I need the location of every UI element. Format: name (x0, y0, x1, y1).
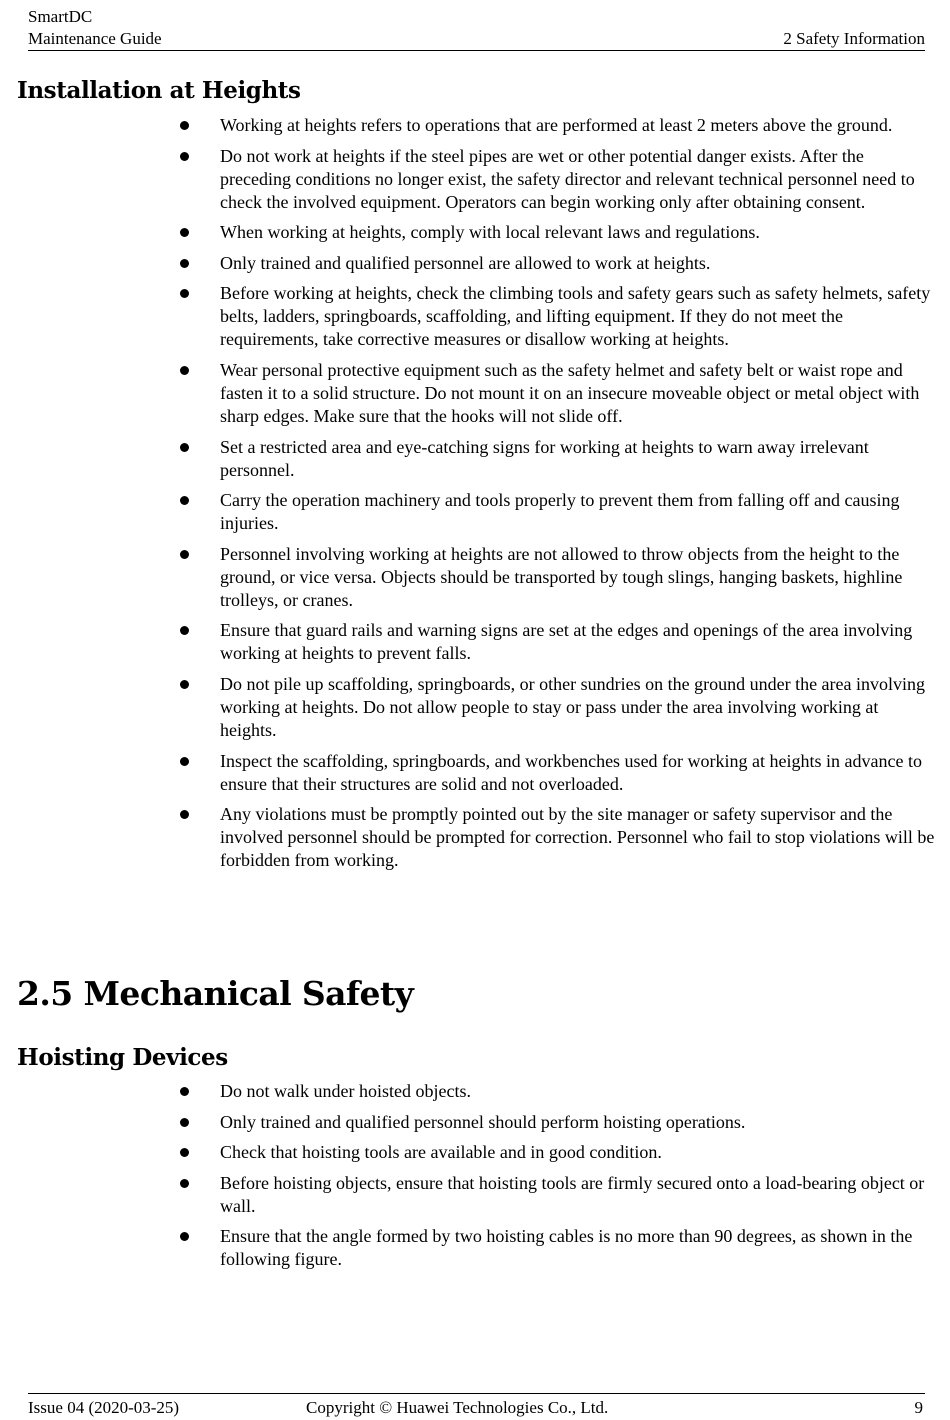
list-item (0, 803, 950, 872)
list-item (0, 436, 950, 482)
section-title-hoisting: Hoisting Devices (17, 1044, 228, 1071)
page-header (28, 6, 925, 51)
list-item-text: Only trained and qualified personnel are allowed to work at heights. (220, 252, 711, 273)
list-item-text: When working at heights, comply with local relevant laws and regulations. (220, 222, 760, 243)
footer-page-number: 9 (914, 1398, 923, 1417)
list-item (0, 750, 950, 796)
list-item-text: Do not pile up scaffolding, springboards, or other sundries on the ground under the area involving working at heights. Do not allow people to stay or pass under the area involving working at heights. (220, 673, 926, 740)
bullet-icon (180, 1232, 189, 1241)
bullet-icon (180, 366, 189, 375)
list-item (0, 1141, 950, 1164)
list-item (0, 673, 950, 742)
bullet-icon (180, 496, 189, 505)
list-item (0, 145, 950, 214)
list-item-text: Do not walk under hoisted objects. (220, 1081, 471, 1101)
bullet-icon (180, 1118, 189, 1127)
list-item-text: Any violations must be promptly pointed out by the site manager or safety supervisor and the involved personnel should be prompted for correction. Personnel who fail to stop violations will be forbidden from working. (220, 804, 935, 871)
list-item-text: Check that hoisting tools are available and in good condition. (220, 1142, 662, 1163)
footer-copyright: Copyright © Huawei Technologies Co., Ltd. (306, 1398, 609, 1417)
list-item-text: Ensure that the angle formed by two hoisting cables is no more than 90 degrees, as shown in the following figure. (220, 1226, 913, 1270)
bullet-icon (180, 121, 189, 130)
list-item (0, 252, 950, 275)
bullet-icon (180, 626, 189, 635)
bullet-icon (180, 228, 189, 237)
chapter-title-mechanical-safety: 2.5 Mechanical Safety (17, 974, 414, 1013)
list-item-text: Before working at heights, check the climbing tools and safety gears such as safety helmets, safety belts, ladders, springboards, scaffolding, and lifting equipment. If they do not meet the requirements, take corrective measures or disallow working at heights. (220, 283, 931, 350)
header-doc-title: Maintenance Guide (28, 29, 162, 48)
bullet-icon (180, 1087, 189, 1096)
list-item-text: Do not work at heights if the steel pipes are wet or other potential danger exists. After the preceding conditions no longer exist, the safety director and relevant technical personnel need to check the involved equipment. Operators can begin working only after obtaining consent. (220, 145, 915, 212)
list-item (0, 114, 950, 137)
header-product: SmartDC (28, 7, 93, 26)
bullet-icon (180, 550, 189, 559)
bullet-icon (180, 680, 189, 689)
list-item (0, 221, 950, 244)
bullet-icon (180, 810, 189, 819)
list-item (0, 282, 950, 351)
list-item-text: Working at heights refers to operations that are performed at least 2 meters above the ground. (220, 115, 893, 135)
hoisting-bullet-list (0, 1080, 950, 1279)
list-item-text: Inspect the scaffolding, springboards, and workbenches used for working at heights in advance to ensure that their structures are solid and not overloaded. (220, 750, 922, 794)
list-item-text: Only trained and qualified personnel should perform hoisting operations. (220, 1111, 746, 1132)
list-item (0, 1080, 950, 1103)
list-item-text: Ensure that guard rails and warning signs are set at the edges and openings of the area involving working at heights to prevent falls. (220, 620, 913, 664)
list-item (0, 359, 950, 428)
list-item (0, 489, 950, 535)
list-item-text: Carry the operation machinery and tools properly to prevent them from falling off and causing injuries. (220, 490, 900, 534)
list-item-text: Wear personal protective equipment such as the safety helmet and safety belt or waist rope and fasten it to a solid structure. Do not mount it on an insecure moveable object or metal object with sharp edges. Make sure that the hooks will not slide off. (220, 359, 920, 426)
section-title-heights: Installation at Heights (17, 77, 301, 104)
list-item (0, 1225, 950, 1271)
page-footer (28, 1393, 925, 1420)
bullet-icon (180, 152, 189, 161)
list-item-text: Before hoisting objects, ensure that hoisting tools are firmly secured onto a load-bearing object or wall. (220, 1172, 925, 1216)
header-chapter: 2 Safety Information (783, 29, 925, 48)
list-item (0, 543, 950, 612)
list-item-text: Personnel involving working at heights are not allowed to throw objects from the height to the ground, or vice versa. Objects should be transported by tough slings, hanging baskets, highline trolleys, or cranes. (220, 543, 903, 610)
list-item-text: Set a restricted area and eye-catching signs for working at heights to warn away irrelevant personnel. (220, 436, 869, 480)
bullet-icon (180, 259, 189, 268)
bullet-icon (180, 443, 189, 452)
list-item (0, 1111, 950, 1134)
list-item (0, 1172, 950, 1218)
bullet-icon (180, 1148, 189, 1157)
footer-issue: Issue 04 (2020-03-25) (28, 1398, 180, 1417)
bullet-icon (180, 1179, 189, 1188)
list-item (0, 619, 950, 665)
bullet-icon (180, 757, 189, 766)
heights-bullet-list (0, 114, 950, 880)
bullet-icon (180, 289, 189, 298)
header-left (28, 6, 162, 50)
